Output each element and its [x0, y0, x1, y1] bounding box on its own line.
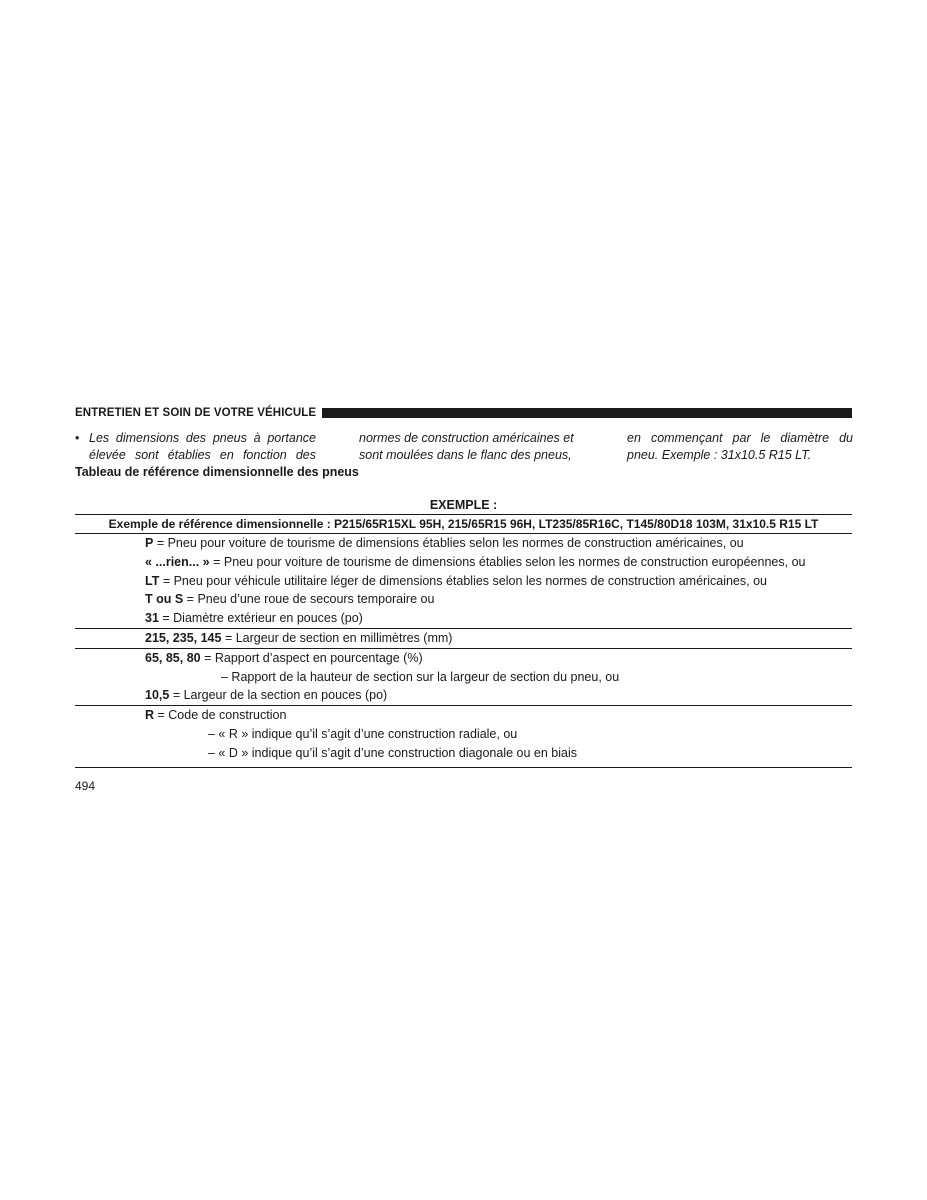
row-subdescription: – Rapport de la hauteur de section sur la largeur de section du pneu, ou: [221, 669, 620, 684]
row-description: = Largeur de la section en pouces (po): [169, 688, 388, 703]
table-section-3: [75, 649, 852, 705]
table-row: [75, 629, 852, 648]
tire-size-table: [75, 497, 852, 763]
page-number: 494: [75, 779, 96, 793]
table-title: Tableau de référence dimensionnelle des pneus: [75, 465, 359, 479]
table-row: [75, 706, 852, 725]
col3-line2: pneu. Exemple : 31x10.5 R15 LT.: [627, 448, 812, 462]
row-code: 65, 85, 80: [145, 650, 201, 665]
row-code: 10,5: [145, 688, 170, 703]
row-description: = Code de construction: [154, 708, 287, 723]
table-row: [75, 649, 852, 668]
text-column-1: [75, 430, 316, 464]
section-header: [75, 405, 852, 421]
row-code: R: [145, 708, 155, 723]
row-code: « ...rien... »: [145, 554, 210, 569]
bullet-paragraph: [75, 430, 852, 466]
row-subdescription: – « R » indique qu’il s’agit d’une construction radiale, ou: [208, 726, 518, 741]
col2-line1: normes de construction américaines et: [359, 431, 574, 445]
table-heading: EXEMPLE :: [429, 498, 498, 512]
table-row: [75, 534, 852, 553]
table-section-2: [75, 629, 852, 648]
row-description: = Diamètre extérieur en pouces (po): [158, 611, 363, 626]
text-column-2: [359, 430, 599, 464]
table-row: [75, 725, 852, 744]
table-section-1: [75, 534, 852, 628]
col2-line2: sont moulées dans le flanc des pneus,: [359, 448, 572, 462]
table-row: [75, 686, 852, 705]
col3-line1: en commençant par le diamètre du: [627, 431, 853, 445]
table-row: [75, 744, 852, 763]
row-description: = Pneu pour véhicule utilitaire léger de dimensions établies selon les normes de construction américaines, ou: [159, 573, 767, 588]
text-column-3: [627, 430, 853, 464]
row-code: T ou S: [145, 592, 184, 607]
bullet-icon: •: [75, 431, 80, 445]
row-code: LT: [145, 573, 160, 588]
table-section-4: [75, 706, 852, 762]
table-row: [75, 668, 852, 687]
row-code: P: [145, 536, 154, 550]
row-description: = Pneu pour voiture de tourisme de dimensions établies selon les normes de construction américaines, ou: [153, 536, 744, 550]
table-row: [75, 572, 852, 591]
row-description: = Largeur de section en millimètres (mm): [221, 630, 453, 645]
row-description: = Rapport d’aspect en pourcentage (%): [200, 650, 423, 665]
section-title: ENTRETIEN ET SOIN DE VOTRE VÉHICULE: [75, 407, 317, 419]
row-subdescription: – « D » indique qu’il s’agit d’une construction diagonale ou en biais: [208, 745, 578, 760]
row-description: = Pneu pour voiture de tourisme de dimensions établies selon les normes de construction européennes, ou: [209, 554, 806, 569]
table-row: [75, 609, 852, 628]
table-row: [75, 590, 852, 609]
table-subheading: Exemple de référence dimensionnelle : P215/65R15XL 95H, 215/65R15 96H, LT235/85R16C, T145/80D18 103M, 31x10.5 R15 LT: [108, 517, 819, 531]
col1-line2: élevée sont établies en fonction des: [89, 448, 316, 462]
page-bottom-rule: [75, 767, 852, 768]
row-code: 215, 235, 145: [145, 630, 222, 645]
header-rule-bar: [322, 408, 852, 418]
row-code: 31: [145, 611, 159, 626]
row-description: = Pneu d’une roue de secours temporaire ou: [183, 592, 435, 607]
col1-line1: Les dimensions des pneus à portance: [89, 431, 316, 445]
table-row: [75, 553, 852, 572]
